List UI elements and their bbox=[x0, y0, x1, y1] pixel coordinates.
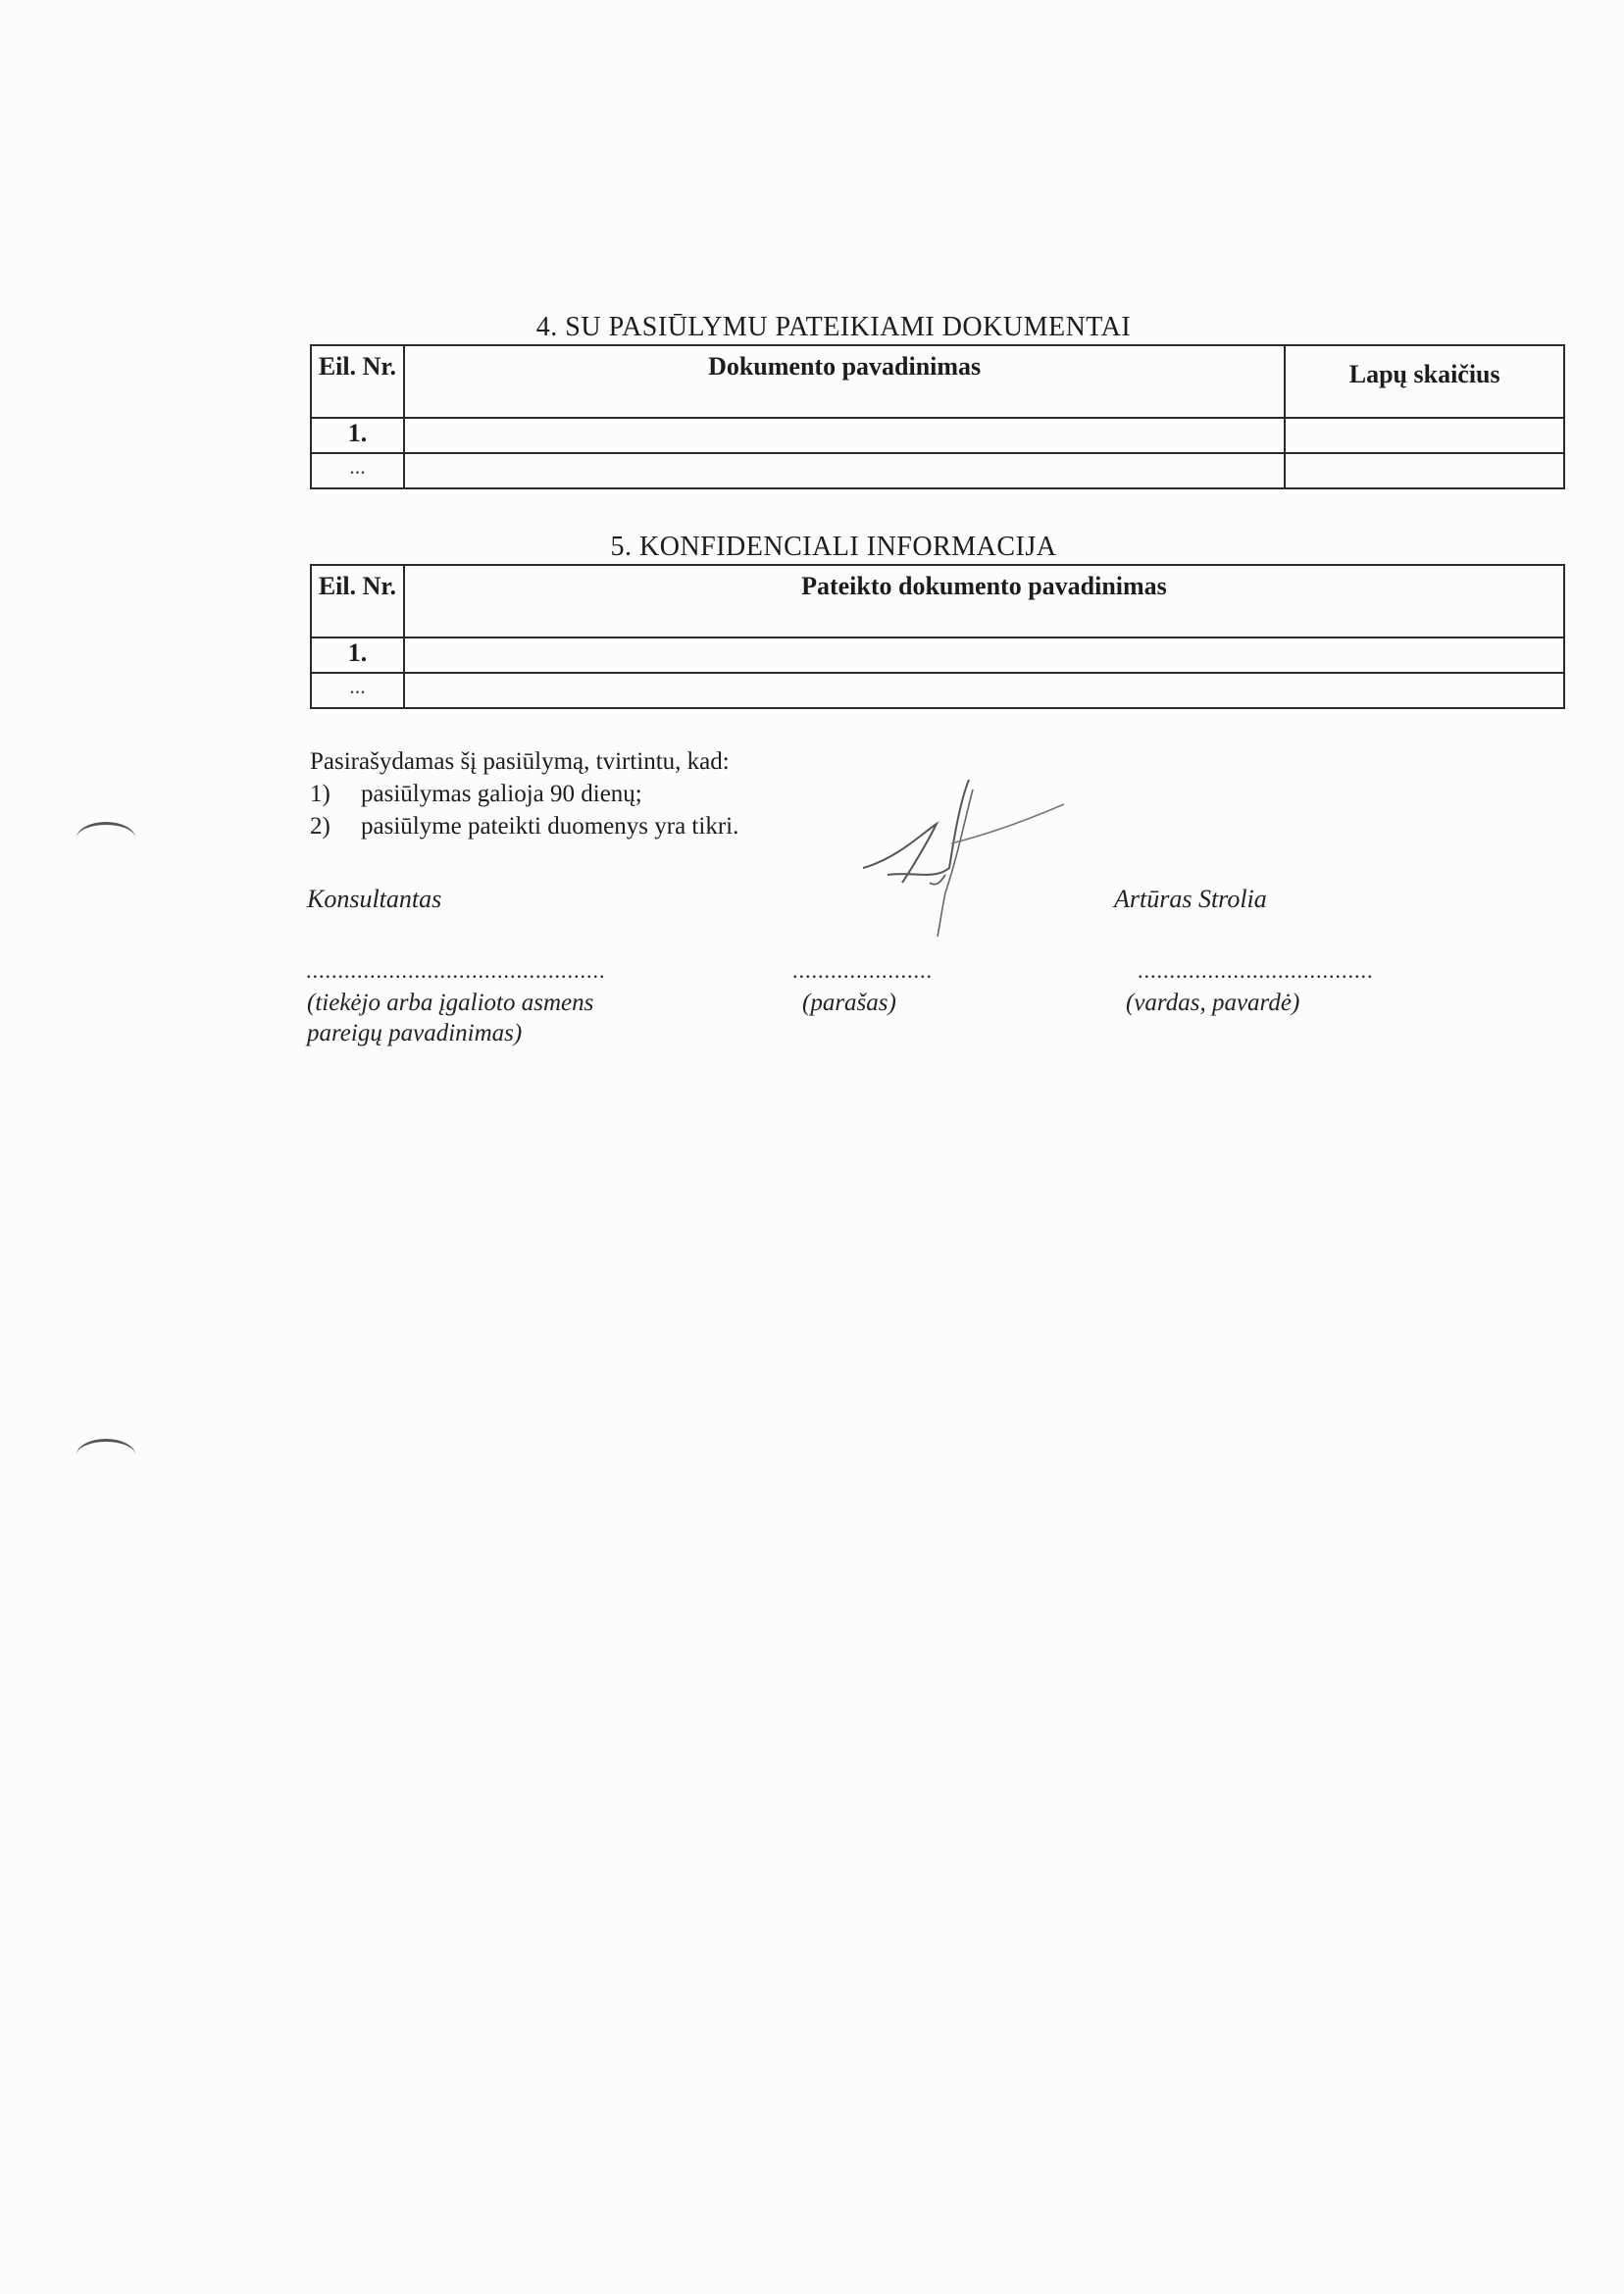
page-count-cell[interactable] bbox=[1285, 453, 1564, 488]
declaration-intro: Pasirašydamas šį pasiūlymą, tvirtintu, kad: bbox=[310, 748, 730, 775]
header-page-count: Lapų skaičius bbox=[1285, 345, 1564, 418]
submitted-document-name-cell[interactable] bbox=[404, 637, 1564, 673]
row-number: 1. bbox=[311, 418, 404, 453]
name-dotted-line[interactable]: ..................................... bbox=[1138, 958, 1374, 983]
punch-hole-mark bbox=[76, 1439, 135, 1471]
signature-caption: (parašas) bbox=[802, 990, 896, 1016]
position-caption bbox=[307, 988, 593, 1048]
documents-table bbox=[310, 344, 1565, 489]
row-number: ... bbox=[311, 453, 404, 488]
declaration-item bbox=[310, 810, 738, 842]
table-row bbox=[311, 418, 1564, 453]
name-caption: (vardas, pavardė) bbox=[1126, 990, 1300, 1016]
section-5-title: 5. KONFIDENCIALI INFORMACIJA bbox=[610, 532, 1057, 562]
table-row bbox=[311, 453, 1564, 488]
header-eil-nr: Eil. Nr. bbox=[311, 345, 404, 418]
header-submitted-document-name: Pateikto dokumento pavadinimas bbox=[404, 565, 1564, 637]
submitted-document-name-cell[interactable] bbox=[404, 673, 1564, 708]
signature-dotted-line[interactable]: ...................... bbox=[792, 958, 933, 983]
document-name-cell[interactable] bbox=[404, 453, 1285, 488]
item-text: pasiūlymas galioja 90 dienų; bbox=[361, 781, 642, 807]
declaration bbox=[310, 745, 738, 842]
item-number: 1) bbox=[310, 781, 330, 807]
row-number: 1. bbox=[311, 637, 404, 673]
position-value: Konsultantas bbox=[307, 885, 442, 913]
header-eil-nr: Eil. Nr. bbox=[311, 565, 404, 637]
position-dotted-line[interactable]: ............................................... bbox=[306, 958, 606, 983]
page-count-cell[interactable] bbox=[1285, 418, 1564, 453]
handwritten-signature bbox=[843, 765, 1079, 961]
confidential-info-table bbox=[310, 564, 1565, 709]
header-document-name: Dokumento pavadinimas bbox=[404, 345, 1285, 418]
section-4-title: 4. SU PASIŪLYMU PATEIKIAMI DOKUMENTAI bbox=[535, 312, 1132, 342]
position-caption-line-2: pareigų pavadinimas) bbox=[307, 1020, 523, 1046]
item-text: pasiūlyme pateikti duomenys yra tikri. bbox=[361, 813, 739, 840]
row-number: ... bbox=[311, 673, 404, 708]
position-caption-line-1: (tiekėjo arba įgalioto asmens bbox=[307, 990, 594, 1016]
table-row bbox=[311, 637, 1564, 673]
name-value: Artūras Strolia bbox=[1114, 885, 1267, 913]
declaration-item bbox=[310, 778, 738, 810]
document-name-cell[interactable] bbox=[404, 418, 1285, 453]
punch-hole-mark bbox=[76, 822, 135, 854]
item-number: 2) bbox=[310, 813, 330, 840]
table-row bbox=[311, 673, 1564, 708]
